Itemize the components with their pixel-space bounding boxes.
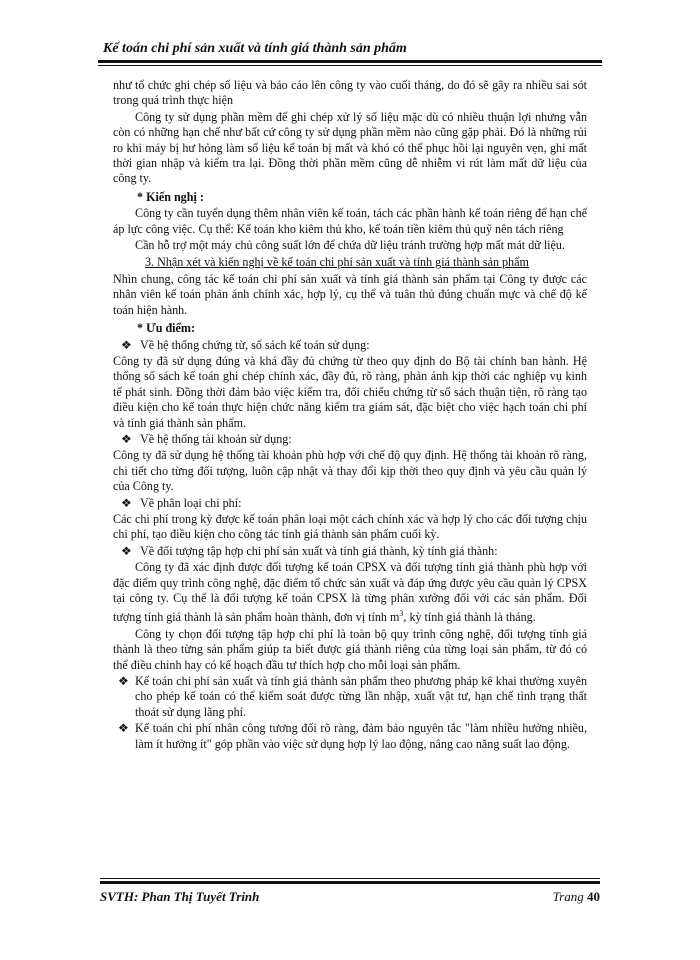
paragraph: như tổ chức ghi chép số liệu và báo cáo lên công ty vào cuối tháng, do đó sẽ gây ra nhiều sai sót trong quá trình thực hiện bbox=[113, 78, 587, 108]
bullet-text: Về đối tượng tập hợp chi phí sản xuất và tính giá thành, kỳ tính giá thành: bbox=[140, 543, 498, 558]
diamond-bullet-icon: ❖ bbox=[121, 495, 132, 510]
diamond-bullet-icon: ❖ bbox=[121, 543, 132, 558]
paragraph: Công ty chọn đối tượng tập hợp chi phí là toàn bộ quy trình công nghệ, đối tượng tính giá thành là theo từng sản phẩm giúp ta biết được giá thành riêng của từng loại sản phẩm, từ đó có thể điều chỉnh hay có kế hoạch đầu tư thích hợp cho mỗi loại sản phẩm. bbox=[113, 626, 587, 672]
footer-page bbox=[553, 889, 600, 905]
bullet-text: Kế toán chi phí nhân công tương đối rõ ràng, đảm bảo nguyên tắc "làm nhiều hưởng nhiều, làm ít hưởng ít" góp phần vào việc sử dụng hợp lý lao động, nâng cao năng suất lao động. bbox=[135, 721, 587, 751]
paragraph: Công ty đã sử dụng hệ thống tài khoản phù hợp với chế độ quy định. Hệ thống tài khoản rõ ràng, chi tiết cho từng đối tượng, luôn cập nhật và thay đổi kịp thời theo quy định và yêu cầu quản lý của Công ty. bbox=[113, 448, 587, 494]
paragraph: Các chi phí trong kỳ được kế toán phân loại một cách chính xác và hợp lý cho các đối tượng chịu chi phí, tạo điều kiện cho công tác tính giá thành sản phẩm cuối kỳ. bbox=[113, 511, 587, 542]
bullet-heading bbox=[113, 544, 587, 559]
section-title: 3. Nhận xét và kiến nghị về kế toán chi phí sản xuất và tính giá thành sản phẩm bbox=[145, 255, 529, 270]
paragraph: Cần hỗ trợ một máy chủ công suất lớn để chứa dữ liệu tránh trường hợp mất mát dữ liệu. bbox=[135, 238, 565, 253]
paragraph: Nhìn chung, công tác kế toán chi phí sản xuất và tính giá thành sản phẩm tại Công ty được các nhân viên kế toán phản ánh chính xác, hợp lý, cụ thể và tuân thủ đúng chuẩn mực và chế độ kế toán hiện hành. bbox=[113, 271, 587, 317]
paragraph: Công ty cần tuyển dụng thêm nhân viên kế toán, tách các phần hành kế toán riêng để hạn chế áp lực công việc. Cụ thể: Kế toán kho kiêm thủ kho, kế toán tiền kiêm thủ quỹ nên tách riêng bbox=[113, 206, 587, 236]
page-header bbox=[98, 38, 602, 66]
diamond-bullet-icon: ❖ bbox=[118, 674, 129, 689]
header-rule-thick bbox=[98, 60, 602, 63]
text-run: , kỳ tính giá thành là tháng. bbox=[403, 610, 536, 625]
header-rule-thin bbox=[98, 65, 602, 66]
diamond-bullet-icon: ❖ bbox=[118, 721, 129, 736]
diamond-bullet-icon: ❖ bbox=[121, 337, 132, 352]
footer-rule-thin bbox=[100, 878, 600, 879]
bullet-text: Về hệ thống tài khoản sử dụng: bbox=[140, 431, 292, 446]
paragraph bbox=[113, 560, 587, 626]
bullet-heading bbox=[113, 338, 587, 353]
bullet-text: Kế toán chi phí sản xuất và tính giá thành sản phẩm theo phương pháp kê khai thường xuyên cho phép kế toán có thể kiểm soát được từng lần nhập, xuất vật tư, hạn chế tình trạng thất thoát sử dụng lãng phí. bbox=[135, 674, 587, 719]
page-footer bbox=[100, 878, 600, 918]
diamond-bullet-icon: ❖ bbox=[121, 431, 132, 446]
header-title: Kế toán chi phí sản xuất và tính giá thành sản phẩm bbox=[103, 41, 407, 56]
bullet-item bbox=[113, 674, 587, 720]
text-run: Công ty đã xác định được đối tượng kế toán CPSX và đối tượng tính giá thành phù hợp với đặc điểm quy trình công nghệ, đặc điểm tổ chức sản xuất và đáp ứng được yêu cầu quản lý CPSX tại công ty. Cụ thể là đối tượng kế toán CPSX là từng phân xưởng đối với các sản phẩm. Đối tượng tính giá thành là sản phẩm hoàn thành, đơn vị tính m bbox=[113, 560, 587, 625]
uu-diem-heading: * Ưu điểm: bbox=[137, 321, 196, 336]
kien-nghi-heading: * Kiến nghị : bbox=[137, 189, 204, 204]
bullet-item bbox=[113, 721, 587, 752]
paragraph: Công ty đã sử dụng đúng và khá đầy đủ chứng từ theo quy định do Bộ tài chính ban hành. Hệ thống sổ sách kế toán ghi chép chính xác, đầy đủ, rõ ràng, phản ánh kịp thời các nghiệp vụ kinh tế phát sinh. Đồng thời đảm bảo việc kiểm tra, đối chiếu chứng từ sổ sách thuận tiện, rõ ràng tạo điều kiện cho kế toán thực hiện chức năng kiểm tra giám sát, đặc biệt cho việc hạch toán chi phí và tính giá thành sản phẩm. bbox=[113, 353, 587, 430]
paragraph: Công ty sử dụng phần mềm để ghi chép xử lý số liệu mặc dù có nhiều thuận lợi nhưng vẫn còn có những hạn chế như bất cứ công ty sử dụng phần mềm nào cũng gặp phải. Đó là những rủi ro khi máy bị hư hỏng làm số liệu kế toán bị mất và khó có thể phục hồi lại nguyên vẹn, ghi mất thời gian nhập và kiểm tra lại. Đồng thời phần mềm cũng dễ nhiễm vi rút làm mất dữ liệu của công ty. bbox=[113, 109, 587, 186]
superscript: 3 bbox=[399, 609, 404, 619]
bullet-text: Về phân loại chi phí: bbox=[140, 495, 242, 510]
page-label: Trang bbox=[552, 889, 584, 904]
page-number: 40 bbox=[587, 889, 600, 904]
document-body bbox=[113, 78, 587, 753]
bullet-heading bbox=[113, 432, 587, 447]
footer-rule-thick bbox=[100, 881, 600, 884]
bullet-heading bbox=[113, 496, 587, 511]
bullet-text: Về hệ thống chứng từ, sổ sách kế toán sử dụng: bbox=[140, 337, 370, 352]
footer-author: SVTH: Phan Thị Tuyết Trinh bbox=[100, 889, 260, 904]
